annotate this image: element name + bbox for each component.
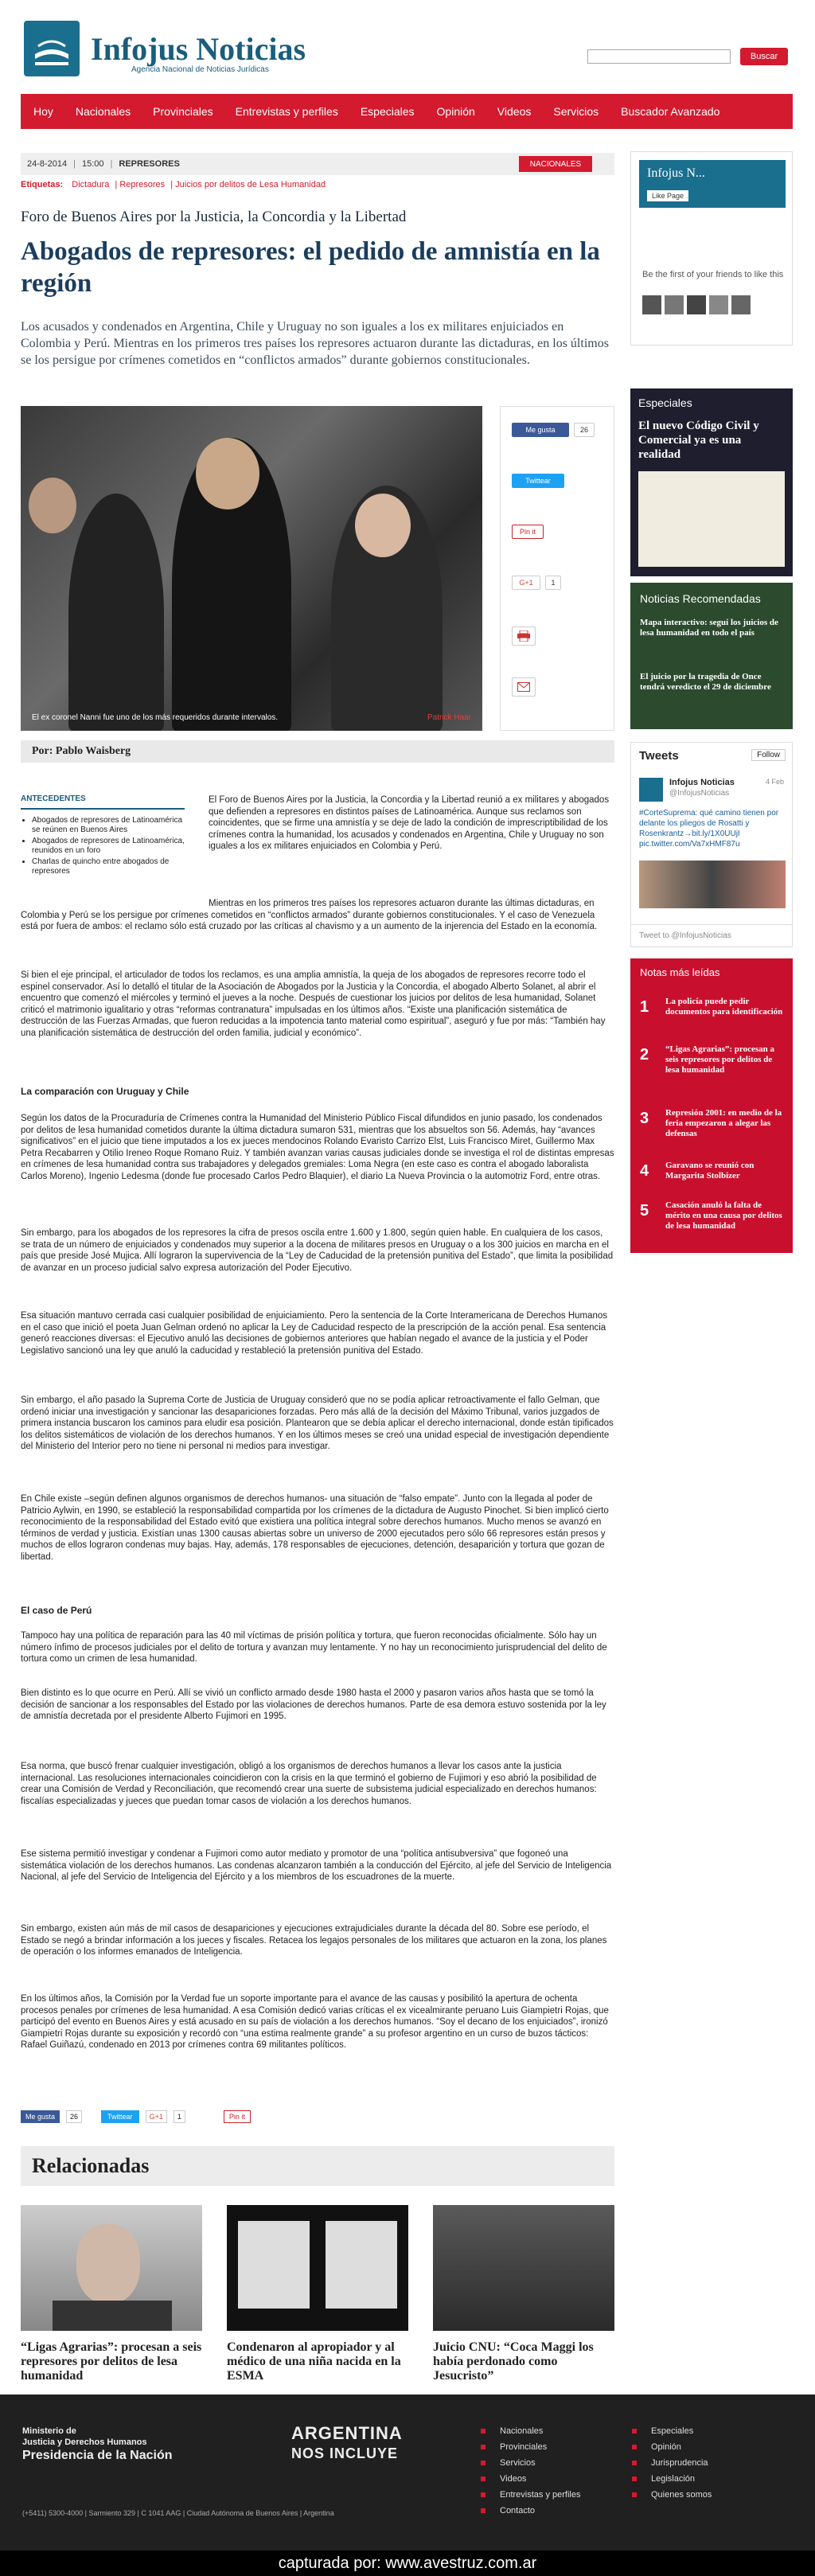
print-icon[interactable] bbox=[512, 626, 536, 646]
antecedente-link[interactable]: • Charlas de quincho entre abogados de represores bbox=[32, 857, 185, 876]
nav-item-opinion[interactable]: Opinión bbox=[436, 105, 475, 118]
gplus-count: 1 bbox=[174, 2110, 185, 2123]
tag-link[interactable]: Represores bbox=[119, 180, 166, 189]
footer-argentina: ARGENTINA bbox=[291, 2423, 403, 2443]
footer-link: Servicios bbox=[481, 2458, 536, 2468]
article-paragraph: Sin embargo, existen aún más de mil casos de desapariciones y ejecuciones extrajudiciales durante la década del 80. Sobre ese período, el Estado se negó a brindar información a los jueces y fiscales. Retacea los legajos personales de los militares que actuaron en la zona, los planes de operación o los informes emanados de Inteligencia. bbox=[21, 1924, 607, 1957]
email-icon[interactable] bbox=[512, 677, 536, 697]
category-badge[interactable]: NACIONALES bbox=[519, 156, 592, 172]
facebook-like-count: 26 bbox=[574, 423, 595, 437]
fb-like-page-button[interactable]: Like Page bbox=[647, 190, 688, 201]
tweet-user[interactable]: Infojus Noticias bbox=[669, 778, 735, 787]
photo-credit: Patrick Haar bbox=[427, 713, 471, 722]
facebook-like-button[interactable]: Me gusta bbox=[512, 423, 569, 437]
related-thumbnail[interactable] bbox=[21, 2205, 202, 2331]
tag-link[interactable]: Dictadura bbox=[72, 180, 110, 189]
especiales-title: Especiales bbox=[638, 396, 692, 409]
nav-item-servicios[interactable]: Servicios bbox=[553, 105, 599, 118]
nav-item-hoy[interactable]: Hoy bbox=[33, 105, 53, 118]
footer-link: Legislación bbox=[632, 2474, 695, 2484]
pinterest-button[interactable]: Pin it bbox=[512, 525, 544, 539]
footer-link: Opinión bbox=[632, 2442, 681, 2452]
mas-leida-link[interactable]: La policía puede pedir documentos para identificación bbox=[665, 997, 783, 1017]
facebook-like-count: 26 bbox=[66, 2110, 82, 2123]
footer-link: Quienes somos bbox=[632, 2490, 712, 2500]
article-subheading: La comparación con Uruguay y Chile bbox=[21, 1086, 189, 1097]
article-paragraph: Esa situación mantuvo cerrada casi cualquier posibilidad de enjuiciamiento. Pero la sentencia de la Corte Interamericana de Derechos Humanos en el caso que inició el poeta Juan Gelman ordenó no aplicar la Ley de Caducidad respecto de la prescripción de la acción penal. Esa sentencia generó reacciones diversas: el Ejecutivo anuló las decisiones de gobiernos anteriores que habían negado el avance de la justicia y el Poder Legislativo sancionó una ley que anuló la caducidad y restableció la pretensión punitiva del Estado. bbox=[21, 1311, 608, 1356]
mas-leida-link[interactable]: Garavano se reunió con Margarita Stolbizer bbox=[665, 1161, 755, 1181]
article-paragraph: Según los datos de la Procuraduría de Crímenes contra la Humanidad del Ministerio Público Fiscal difundidos en junio pasado, los condenados por delitos de lesa humanidad cometidos durante la última dictadura sumaron 531, mientras que los absueltos son 56. Además, hay “avances significativos” en el juicio que tiene imputados a los ex jueces mendocinos Rolando Evaristo Carrizo Elst, Luis Francisco Miret, Guillermo Max Petra Recabarren y Otilio Ireneo Roque Romano Ruiz. Y también avanzan varias causas judiciales donde se investiga el rol de distintas empresas en crímenes de lesa humanidad contra sus trabajadores y delegados gremiales: Loma Negra (en este caso es contra el abogado laboralista Carlos Moreno), Ingenio Ledesma (donde fue procesado Carlos Pedro Blaquier), el diario La Nueva Provincia o la automotriz Ford, entre otras. bbox=[21, 1114, 614, 1181]
related-card[interactable] bbox=[227, 2205, 408, 2383]
twitter-avatar[interactable] bbox=[639, 778, 663, 802]
antecedente-link[interactable]: • Abogados de represores de Latinoamérica se reúnen en Buenos Aires bbox=[32, 816, 185, 835]
tags-label: Etiquetas: bbox=[21, 180, 64, 189]
related-thumbnail[interactable] bbox=[227, 2205, 408, 2331]
article-photo bbox=[21, 406, 482, 731]
tag-link[interactable]: Juicios por delitos de Lesa Humanidad bbox=[175, 180, 326, 189]
tweet-compose-input[interactable]: Tweet to @InfojusNoticias bbox=[631, 924, 792, 946]
especiales-thumbnail[interactable] bbox=[638, 471, 785, 567]
article-subheading: El caso de Perú bbox=[21, 1605, 92, 1616]
recomendada-link[interactable]: Mapa interactivo: seguí los juicios de lesa humanidad en todo el país bbox=[640, 618, 778, 638]
main-nav bbox=[21, 94, 793, 129]
footer-link: Nacionales bbox=[481, 2426, 543, 2436]
nav-item-entrevistas[interactable]: Entrevistas y perfiles bbox=[235, 105, 338, 118]
share-box bbox=[500, 406, 614, 731]
facebook-like-button[interactable]: Me gusta bbox=[21, 2110, 60, 2123]
gplus-button[interactable]: G+1 bbox=[512, 576, 540, 590]
mas-leida-link[interactable]: Casación anuló la falta de mérito en una causa por delitos de lesa humanidad bbox=[665, 1200, 782, 1231]
nav-item-especiales[interactable]: Especiales bbox=[360, 105, 415, 118]
site-logo-subtitle: Agencia Nacional de Noticias Jurídicas bbox=[131, 65, 269, 74]
twitter-widget bbox=[630, 742, 793, 947]
article-paragraph: En Chile existe –según definen algunos organismos de derechos humanos- una situación de “falso empate”. Junto con la llegada al poder de Patricio Aylwin, en 1990, se estableció la responsabilidad compartida por los crímenes de la dictadura de Augusto Pinochet. Si bien implicó cierto reconocimiento de la responsabilidad del Estado evitó que existiera una política integral sobre derechos humanos. Mucho menos se avanzó en términos de verdad y justicia. Existían unas 1300 causas abiertas sobre un universo de 2000 ejecutados pero sólo 66 represores están presos y muchos de ellos lograron condenas muy bajas. Hay, además, 178 responsables de ejecuciones, detención, desaparición y tortura que gozan de libertad. bbox=[21, 1494, 609, 1562]
search-button[interactable]: Buscar bbox=[740, 48, 788, 65]
tweet-text[interactable]: #CorteSuprema: qué camino tienen por delante los pliegos de Rosatti y Rosenkrantz→bit.ly/1X0UUjI pic.twitter.com/Va7xHMF87u bbox=[639, 809, 779, 849]
related-thumbnail[interactable] bbox=[433, 2205, 614, 2331]
mas-leida-link[interactable]: Represión 2001: en medio de la feria empezaron a alegar las defensas bbox=[665, 1108, 782, 1138]
tweet-image[interactable] bbox=[639, 861, 786, 908]
facebook-page-banner[interactable] bbox=[639, 160, 786, 208]
article-paragraph: Mientras en los primeros tres países los represores actuaron durante las últimas dictaduras, en Colombia y Perú se los persigue por crímenes cometidos en “conflictos armados” durante gobiernos constitucionales. Y el caso de Venezuela está por fuera de ambos: el reclamo sólo está cruzado por las críticas al chavismo y a un aumento de la injerencia del Estado en la economía. bbox=[21, 899, 598, 932]
nav-item-videos[interactable]: Videos bbox=[497, 105, 532, 118]
nav-item-provinciales[interactable]: Provinciales bbox=[153, 105, 213, 118]
article-title: Abogados de represores: el pedido de amnistía en la región bbox=[21, 237, 600, 298]
twitter-button[interactable]: Twittear bbox=[101, 2110, 139, 2123]
antecedentes-box bbox=[21, 794, 185, 878]
recomendada-link[interactable]: El juicio por la tragedia de Once tendrá veredicto el 29 de diciembre bbox=[640, 672, 771, 692]
fb-page-name[interactable]: Infojus N... bbox=[647, 166, 705, 180]
footer-ministry-line1: Ministerio de bbox=[22, 2426, 76, 2436]
nav-item-buscador-avanzado[interactable]: Buscador Avanzado bbox=[621, 105, 720, 118]
nav-item-nacionales[interactable]: Nacionales bbox=[75, 105, 131, 118]
mas-leidas-title: Notas más leídas bbox=[640, 966, 720, 978]
article-paragraph: En los últimos años, la Comisión por la Verdad fue un soporte importante para el avance de las causas y posibilitó la apertura de ochenta procesos penales por crímenes de lesa humanidad. A esa Comisión dedicó varias críticas el ex vicealmirante peruano Luis Giampietri Rojas, que participó del evento en Buenos Aires y está acusado en su país de violación a los derechos humanos. “Soy el decano de los enjuiciados”, ironizó Giampietri Rojas durante su exposición y recordó con “una estima realmente grande” a su profesor argentino en un curso de buzos tácticos: Rafael Guiñazú, condenado en 2013 por crímenes contra 69 militantes políticos. bbox=[21, 1994, 609, 2051]
site-logo-title[interactable]: Infojus Noticias bbox=[91, 31, 306, 67]
footer-ministry-line2: Justicia y Derechos Humanos bbox=[22, 2437, 147, 2447]
related-headline[interactable]: “Ligas Agrarias”: procesan a seis represores por delitos de lesa humanidad bbox=[21, 2340, 202, 2383]
footer-address: (+5411) 5300-4000 | Sarmiento 329 | C 1041 AAG | Ciudad Autónoma de Buenos Aires | Argentina bbox=[22, 2509, 334, 2517]
footer-link: Videos bbox=[481, 2474, 526, 2484]
book-logo-icon[interactable] bbox=[24, 21, 80, 76]
facebook-widget bbox=[630, 151, 793, 345]
tweet-handle[interactable]: @InfojusNoticias bbox=[669, 789, 730, 798]
especiales-headline[interactable]: El nuevo Código Civil y Comercial ya es una realidad bbox=[638, 420, 759, 461]
article-paragraph: Esa norma, que buscó frenar cualquier investigación, obligó a los organismos de derechos humanos a llevar los casos ante la justicia internacional. Las resoluciones internacionales coincidieron con la crisis en la que terminó el gobierno de Fujimori y eso abrió la posibilidad de crear una Comisión de Verdad y Reconciliación, que recomendó crear una suerte de subsistema judicial especializado en derechos humanos: fiscalías especializadas y jueces que puedan tomar casos de violación a los derechos humanos. bbox=[21, 1762, 597, 1806]
fb-widget-text: Be the first of your friends to like this bbox=[642, 270, 784, 279]
article-paragraph: Ese sistema permitió investigar y condenar a Fujimori como autor mediato y promotor de una “política antisubversiva” que fogoneó una sistemática violación de los derechos humanos. Las condenas alcanzaron también a la conducción del Ejército, al jefe del Servicio de Inteligencia Nacional, al jefe del Servicio de Inteligencia del Ejército y a los miembros de los escuadrones de la muerte. bbox=[21, 1849, 612, 1883]
article-paragraph: Sin embargo, para los abogados de los represores la cifra de presos oscila entre 1.600 y 1.800, según quien hable. En cualquiera de los casos, se trata de un número de enjuiciados y condenados muy superior a la docena de militares presos en Uruguay o a los 300 juicios en marcha en el país que preside José Mujica. Allí lograron la supervivencia de la “Ley de Caducidad de la pretensión punitiva del Estado”, que limita la posibilidad de avanzar en un proceso judicial salvo expresa autorización del Poder Ejecutivo. bbox=[21, 1228, 614, 1273]
article-paragraph: El Foro de Buenos Aires por la Justicia, la Concordia y la Libertad reunió a ex militares y abogados que defienden a represores en distintos países de Latinoamérica. Aunque sus reclamos son coincidentes, que se firme una amnistía y se deje de lado la condición de imprescriptibilidad de los crímenes contra la humanidad, los acusados y condenados en Argentina, Chile y Uruguay no son iguales a los ex militares enjuiciados en Colombia y Perú. bbox=[209, 795, 610, 852]
share-bottom-row bbox=[21, 2108, 251, 2125]
related-headline[interactable]: Condenaron al apropiador y al médico de una niña nacida en la ESMA bbox=[227, 2340, 401, 2383]
footer-presidency[interactable]: Presidencia de la Nación bbox=[22, 2449, 173, 2462]
article-paragraph: Bien distinto es lo que ocurre en Perú. Allí se vivió un conflicto armado desde 1980 hasta el 2000 y pasaron varios años hasta que se tomó la decisión de sancionar a los responsables del Estado por las violaciones de derechos humanos. Parte de esa demora estuvo sostenida por la ley de amnistía decretada por el presidente Alberto Fujimori en 1995. bbox=[21, 1688, 606, 1722]
tags-row: Etiquetas: Dictadura | Represores | Juicios por delitos de Lesa Humanidad bbox=[21, 180, 326, 189]
article-section: REPRESORES bbox=[119, 159, 180, 169]
tweet-date: 4 Feb bbox=[765, 778, 784, 786]
related-card[interactable] bbox=[21, 2205, 202, 2383]
antecedente-link[interactable]: • Abogados de represores de Latinoamérica, reunidos en un foro bbox=[32, 837, 185, 856]
article-time: 15:00 bbox=[82, 159, 104, 169]
footer-link: Contacto bbox=[481, 2506, 535, 2516]
article-meta-bar: 24-8-2014 | 15:00 | REPRESORES NACIONALES bbox=[21, 153, 614, 175]
article-kicker: Foro de Buenos Aires por la Justicia, la Concordia y la Libertad bbox=[21, 209, 407, 225]
article-paragraph: Si bien el eje principal, el articulador de todos los reclamos, es una amplia amnistía, la queja de los abogados de represores recorre todo el espinel conservador. Así lo detalló el titular de la Asociación de Abogados por la Justicia y la Concordia, el abogado Alberto Solanet, al abrir el encuentro que comenzó el miércoles y terminó el jueves a la noche. Después de cuestionar los juicios por delitos de lesa humanidad, Solanet criticó el matrimonio igualitario y otras “reformas contranatura” impulsadas en los últimos años. “Existe una planificación sistemática de destrucción de las Fuerzas Armadas, que fueron reducidas a la impotencia tanto material como espiritual”, aseguró y fue por más: “También hay una planificación sistemática de destrucción del orden familia, judicial y económico”. bbox=[21, 970, 606, 1038]
pinterest-button[interactable]: Pin it bbox=[224, 2110, 251, 2123]
footer-link: Provinciales bbox=[481, 2442, 547, 2452]
fb-friend-avatars bbox=[642, 295, 751, 314]
recomendadas-widget bbox=[630, 583, 793, 729]
recomendadas-title: Noticias Recomendadas bbox=[640, 592, 761, 605]
search-input[interactable] bbox=[587, 49, 731, 64]
footer-link: Entrevistas y perfiles bbox=[481, 2490, 580, 2500]
site-header bbox=[0, 0, 815, 92]
twitter-follow-button[interactable]: Follow bbox=[751, 749, 786, 761]
gplus-button[interactable]: G+1 bbox=[146, 2110, 167, 2123]
tweets-title: Tweets bbox=[639, 749, 679, 763]
related-title: Relacionadas bbox=[21, 2146, 614, 2186]
related-card[interactable] bbox=[433, 2205, 614, 2383]
antecedentes-title: ANTECEDENTES bbox=[21, 794, 185, 810]
footer-link: Jurisprudencia bbox=[632, 2458, 708, 2468]
site-footer bbox=[0, 2395, 815, 2576]
especiales-widget bbox=[630, 388, 793, 576]
article-paragraph: Tampoco hay una política de reparación para las 40 mil víctimas de prisión política y tortura, que fueron reconocidas oficialmente. Sólo hay un número ínfimo de procesos judiciales por el delito de tortura y avanzan muy lentamente. Y no hay un reconocimiento jurisprudencial del delito de tortura como un crimen de lesa humanidad. bbox=[21, 1631, 607, 1665]
article-author: Por: Pablo Waisberg bbox=[21, 740, 614, 763]
mas-leidas-widget: Notas más leídas 1 La policía puede pedir documentos para identificación 2 “Ligas Agrarias”: procesan a seis represores por delitos de lesa humanidad 3 Represión 2001: en medio de la feria empezaron a alegar las defensas 4 Garavano se reunió con Margarita Stolbizer 5 Casación anuló la falta de mérito en una causa por delitos de lesa humanidad bbox=[630, 958, 793, 1253]
article-date: 24-8-2014 bbox=[27, 159, 68, 169]
photo-caption: El ex coronel Nanni fue uno de los más requeridos durante intervalos. bbox=[32, 713, 279, 722]
footer-link: Especiales bbox=[632, 2426, 693, 2436]
capture-watermark: capturada por: www.avestruz.com.ar bbox=[0, 2551, 815, 2576]
article-lead: Los acusados y condenados en Argentina, Chile y Uruguay no son iguales a los ex militares enjuiciados en Colombia y Perú. Mientras en los primeros tres países los represores actuaron durante las dictaduras, en los últimos se los persigue por crímenes cometidos en “conflictos armados” durante gobiernos constitucionales. bbox=[21, 320, 609, 367]
mas-leida-link[interactable]: “Ligas Agrarias”: procesan a seis represores por delitos de lesa humanidad bbox=[665, 1044, 774, 1075]
article-paragraph: Sin embargo, el año pasado la Suprema Corte de Justicia de Uruguay consideró que no se podía aplicar retroactivamente el fallo Gelman, que ordenó iniciar una investigación y sancionar las desapariciones forzadas. Pero más allá de la decisión del Máximo Tribunal, varios juzgados de primera instancia buscaron los caminos para eludir esa posición. Plantearon que se debía aplicar el derecho internacional, donde están tipificados los delitos sistemáticos de violación de los derechos humanos. Y en los últimos meses se creó una unidad especial de investigación dependiente del Ministerio del Interior pero no tiene ni personal ni medios para investigar. bbox=[21, 1395, 614, 1452]
gplus-count: 1 bbox=[545, 576, 561, 590]
twitter-button[interactable]: Twittear bbox=[512, 474, 564, 488]
footer-nos-incluye: NOS INCLUYE bbox=[291, 2445, 399, 2461]
related-headline[interactable]: Juicio CNU: “Coca Maggi los había perdonado como Jesucristo” bbox=[433, 2340, 594, 2383]
